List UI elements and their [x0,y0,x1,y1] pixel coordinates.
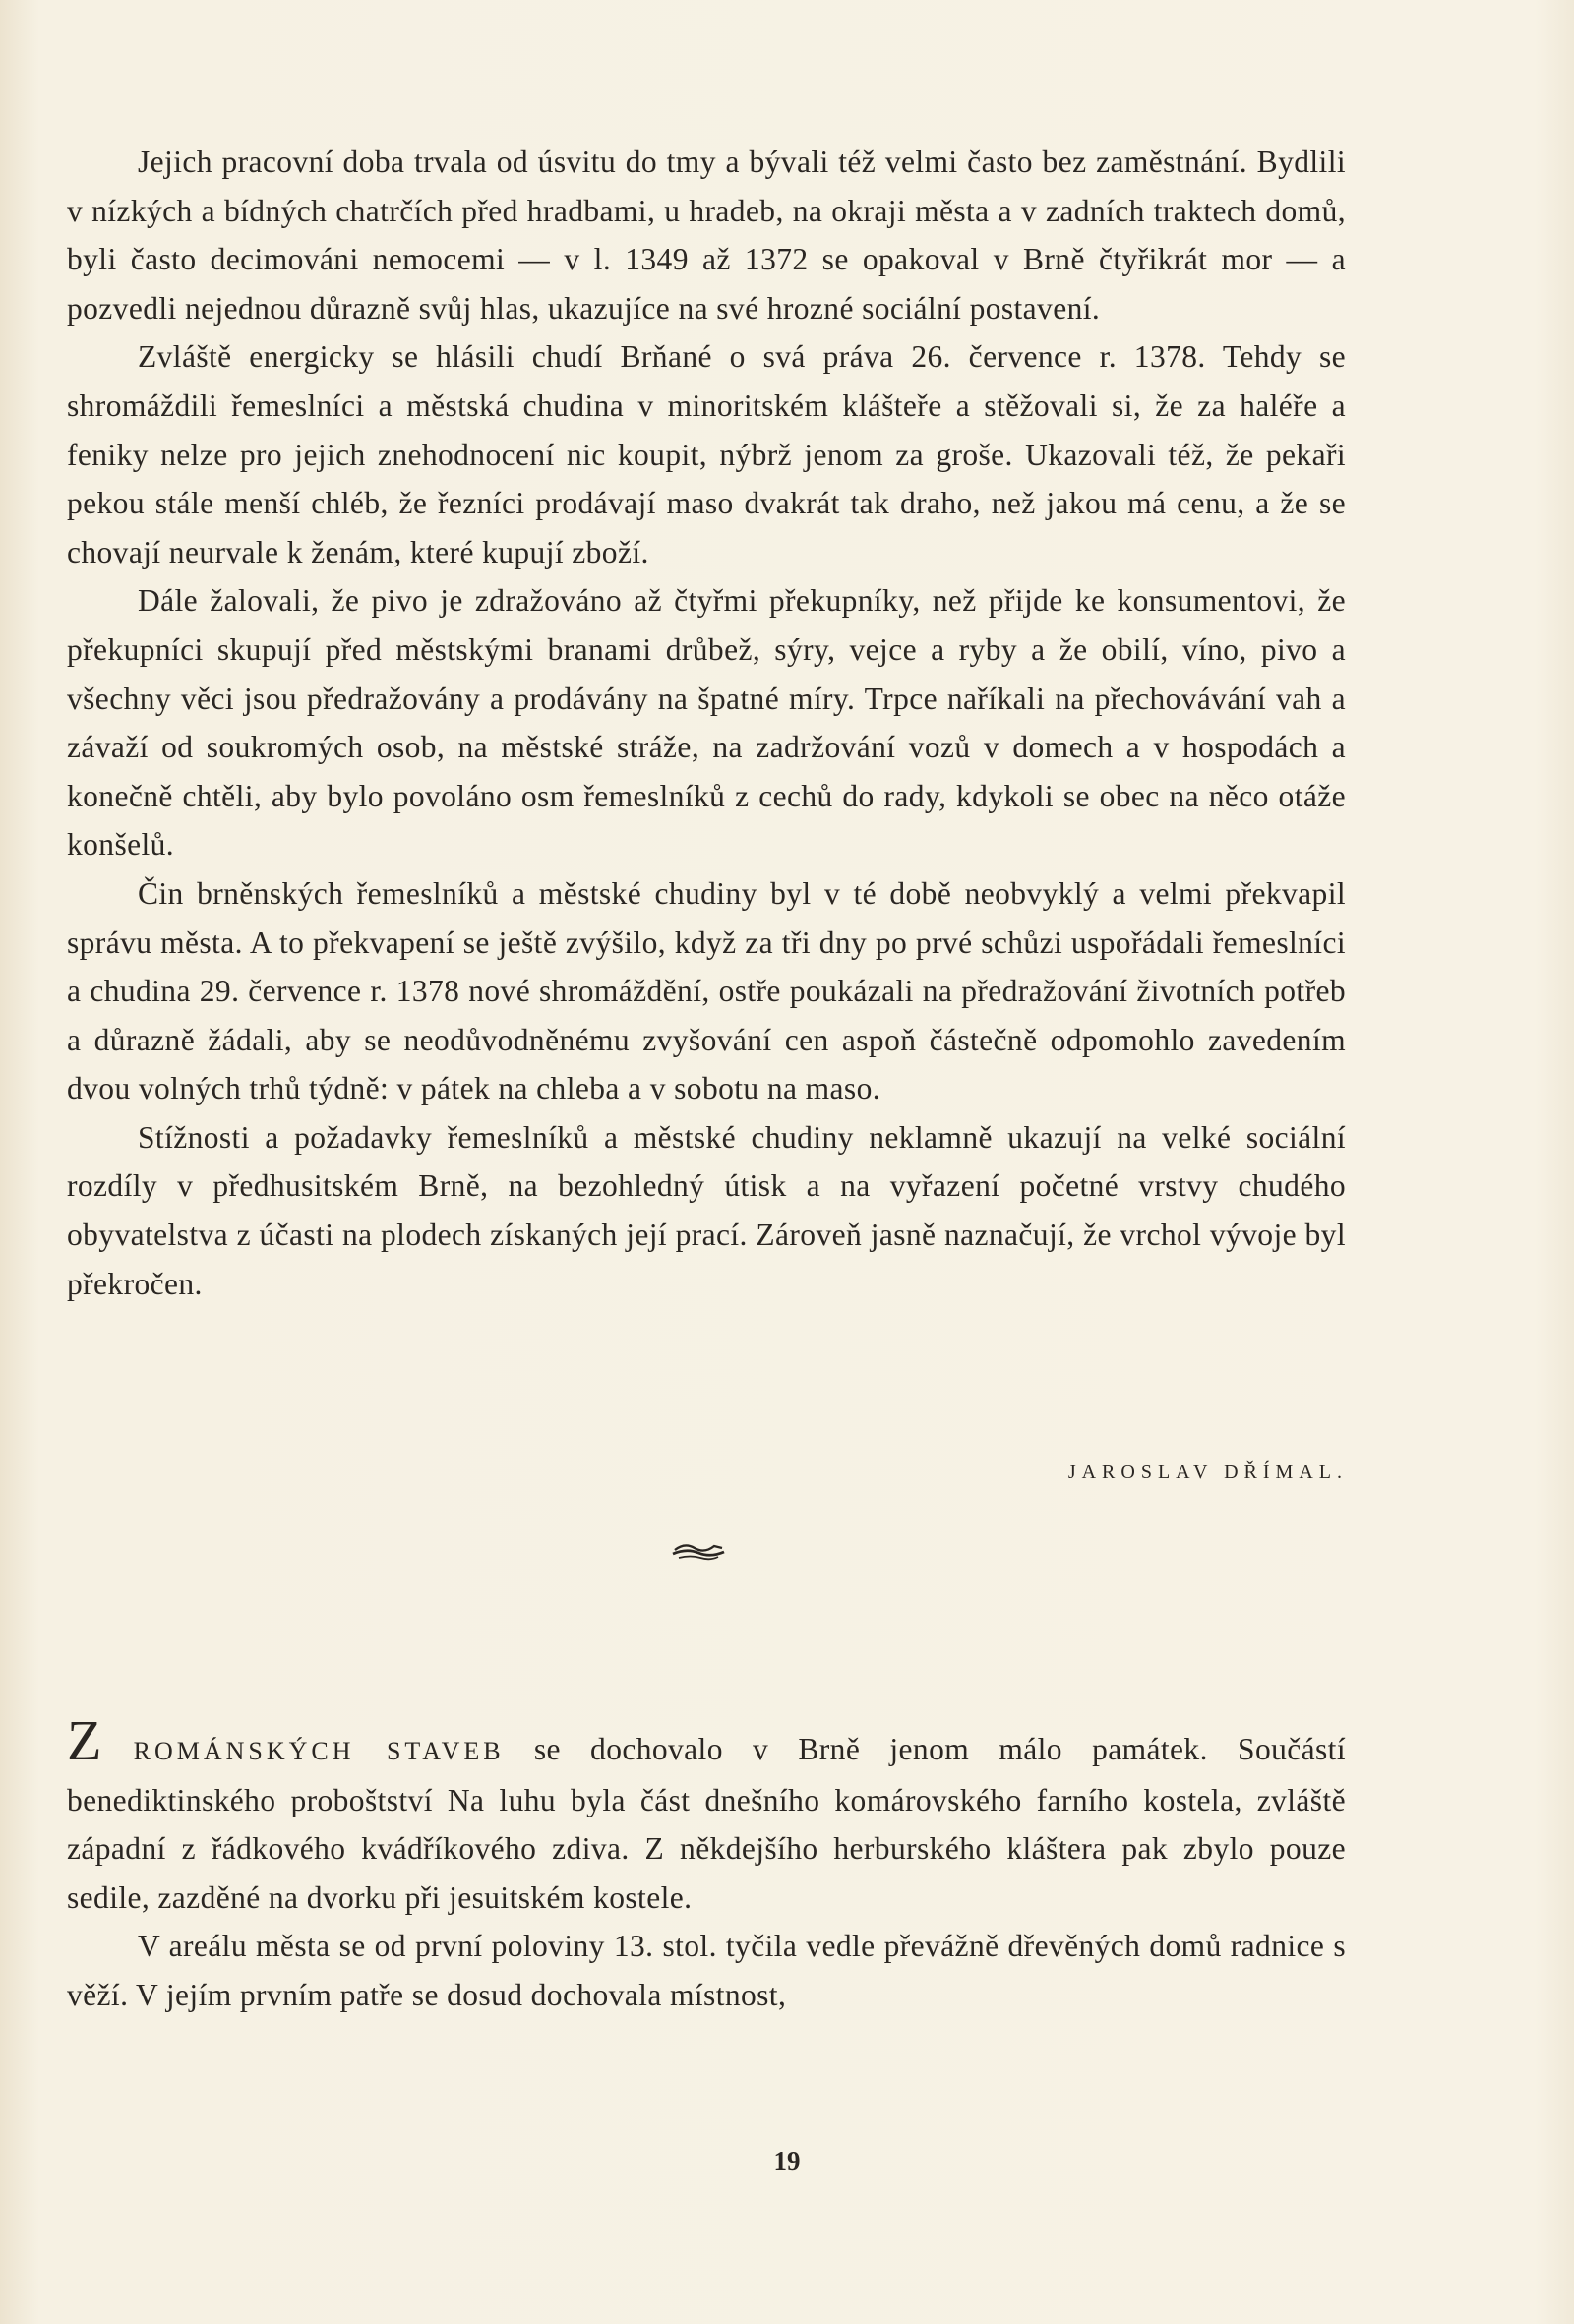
opening-paragraph [67,1708,1346,1922]
author-signature: JAROSLAV DŘÍMAL. [1067,1461,1348,1483]
paragraph-text: se dochovalo v Brně jenom málo památek. Součástí benediktinského proboštství Na luhu byla část dnešního komárovského farního kostela, zvláště západní z řádkového kvádříkového zdiva. Z někdejšího herburského kláštera pak zbylo pouze sedile, zazděné na dvorku při jesuitském kostele. [67,1732,1346,1915]
lead-in-caps: ROMÁNSKÝCH STAVEB [133,1737,505,1765]
paragraph: Zvláště energicky se hlásili chudí Brňané o svá práva 26. července r. 1378. Tehdy se shromáždili řemeslníci a městská chudina v minoritském klášteře a stěžovali si, že za haléře a feniky nelze pro jejich znehodnocení nic koupit, nýbrž jenom za groše. Ukazovali též, že pekaři pekou stále menší chléb, že řezníci prodávají maso dvakrát tak draho, než jakou má cenu, a že se chovají neurvale k ženám, které kupují zboží. [67,339,1346,569]
paragraph: Jejich pracovní doba trvala od úsvitu do tmy a bývali též velmi často bez zaměstnání. Bydlili v nízkých a bídných chatrčích před hradbami, u hradeb, na okraji města a v zadních traktech domů, byli často decimováni nemocemi — v l. 1349 až 1372 se opakoval v Brně čtyřikrát mor — a pozvedli nejednou důrazně svůj hlas, ukazujíce na své hrozné sociální postavení. [67,145,1346,326]
paragraph: Čin brněnských řemeslníků a městské chudiny byl v té době neobvyklý a velmi překvapil správu města. A to překvapení se ještě zvýšilo, když za tři dny po prvé schůzi uspořádali řemeslníci a chudina 29. července r. 1378 nové shromáždění, ostře poukázali na předražování životních potřeb a důrazně žádali, aby se neodůvodněnému zvyšování cen aspoň částečně odpomohlo zavedením dvou volných trhů týdně: v pátek na chleba a v sobotu na maso. [67,875,1346,1106]
paragraph: Dále žalovali, že pivo je zdražováno až čtyřmi překupníky, než přijde ke konsumentovi, že překupníci skupují před městskými branami drůbež, sýry, vejce a ryby a že obilí, víno, pivo a všechny věci jsou předražovány a prodávány na špatné míry. Trpce naříkali na přechovávání vah a závaží od soukromých osob, na městské stráže, na zadržování vozů v domech a v hospodách a konečně chtěli, aby bylo povoláno osm řemeslníků z cechů do rady, kdykoli se obec na něco otáže konšelů. [67,583,1346,863]
wave-flourish-icon [671,1536,726,1564]
article-body-2 [67,1708,1346,2020]
paragraph: V areálu města se od první poloviny 13. stol. tyčila vedle převážně dřevěných domů radnice s věží. V jejím prvním patře se dosud dochovala místnost, [67,1929,1346,2012]
paragraph: Stížnosti a požadavky řemeslníků a městské chudiny neklamně ukazují na velké sociální rozdíly v předhusitském Brně, na bezohledný útisk a na vyřazení početné vrstvy chudého obyvatelstva z účasti na plodech získaných její prací. Zároveň jasně naznačují, že vrchol vývoje byl překročen. [67,1119,1346,1301]
initial-letter: Z [67,1708,104,1772]
article-body [67,138,1346,1308]
page-number: 19 [773,2146,801,2175]
